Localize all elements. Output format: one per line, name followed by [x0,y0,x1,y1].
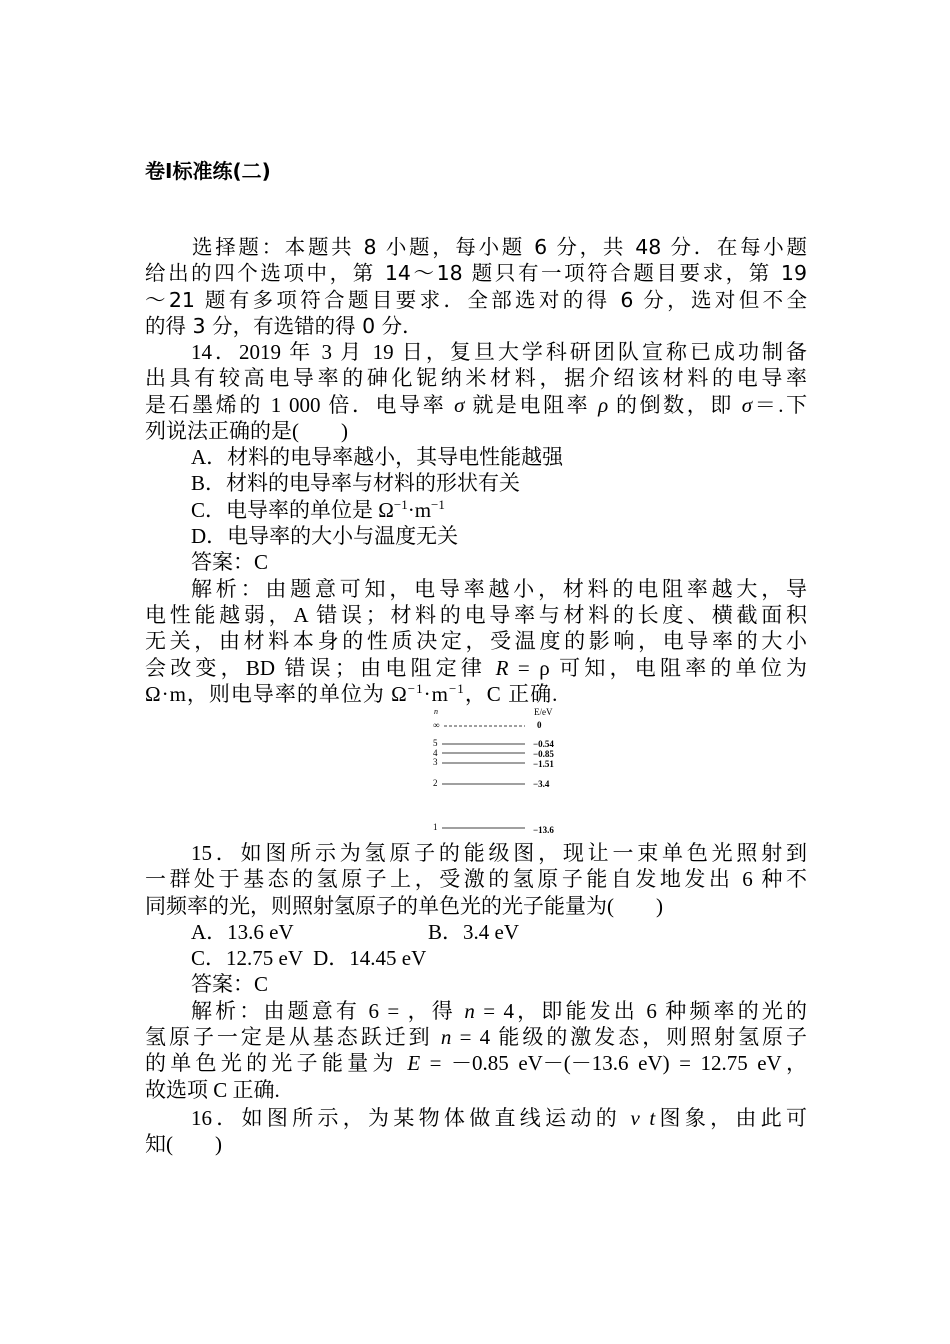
option-c: C．电导率的单位是 $\Omega^{-1}\cdot m^{-1}$ [191,496,445,522]
intro-line: 的得 3 分，有选错的得 0 分． [145,313,423,338]
option-d: D．电导率的大小与温度无关 [191,524,459,549]
options-row-ab [145,919,807,945]
energy-axis-label: E/eV [534,707,553,717]
level-n-2: 2 [433,778,438,788]
question-line: 出具有较高电导率的砷化铌纳米材料，据介绍该材料的电导率 [145,366,807,391]
answer: 答案：C [191,550,269,575]
level-n-5: 5 [433,738,438,748]
option-a: A．13.6 eV [191,919,294,944]
level-e-3: −1.51 [533,759,554,769]
level-e-1: −13.6 [533,825,554,835]
n-axis-label: n [434,707,438,716]
analysis-line: 氢原子一定是从基态跃迁到 n = 4 能级的激发态，则照射氢原子 [145,1025,808,1050]
analysis-line: 故选项 C 正确. [145,1077,280,1102]
question-line: 列说法正确的是( ) [145,418,348,443]
level-n-inf: ∞ [433,720,440,730]
energy-level-diagram [430,700,575,840]
level-n-4: 4 [433,748,438,758]
intro-line: 选择题：本题共 8 小题，每小题 6 分，共 48 分．在每小题 [192,235,807,259]
option-b: B．材料的电导率与材料的形状有关 [191,471,521,496]
level-e-2: −3.4 [533,779,550,789]
sigma-symbol: σ [454,392,465,417]
question-line: 是石墨烯的 1 000 倍．电导率 σ 就是电阻率 ρ 的倒数，即 σ＝.下 [145,392,808,417]
question-15 [145,840,807,1103]
level-n-3: 3 [433,757,438,767]
question-line: 16．如图所示，为某物体做直线运动的 v t图象，由此可 [191,1106,808,1130]
question-line: 一群处于基态的氢原子上，受激的氢原子能自发地发出 6 种不 [145,867,807,892]
analysis-line: 的单色光的光子能量为 E = －0.85 eV－(－13.6 eV) = 12.75 eV， [145,1051,807,1076]
intro-line: 给出的四个选项中，第 14～18 题只有一项符合题目要求，第 19 [145,261,807,286]
intro-paragraph [145,234,807,339]
rho-symbol: ρ [598,392,609,417]
question-14 [145,339,807,707]
option-a: A．材料的电导率越小，其导电性能越强 [191,445,564,470]
intro-line: ～21 题有多项符合题目要求．全部选对的得 6 分，选对但不全 [145,287,807,312]
question-line: 14．2019 年 3 月 19 日，复旦大学科研团队宣称已成功制备 [191,340,807,364]
level-e-5: −0.54 [533,739,554,749]
analysis-line: 电性能越弱，A 错误；材料的电导率与材料的长度、横截面积 [145,602,807,627]
analysis-line: 解析：由题意可知，电导率越小，材料的电阻率越大，导 [191,576,807,601]
question-line: 知( ) [145,1132,222,1157]
analysis-line: 解析：由题意有 6 = ，得 n = 4，即能发出 6 种频率的光的 [191,998,808,1023]
analysis-line: 会改变，BD 错误；由电阻定律 R = ρ 可知，电阻率的单位为 [145,655,808,680]
question-line: 同频率的光，则照射氢原子的单色光的光子能量为( ) [145,893,663,918]
analysis-line: Ω·m，则电导率的单位为 $\Omega^{-1}\cdot m^{-1}$，C 正确. [145,680,559,706]
answer: 答案：C [191,972,269,997]
question-16 [145,1105,807,1158]
question-line: 15．如图所示为氢原子的能级图，现让一束单色光照射到 [191,841,807,865]
analysis-line: 无关，由材料本身的性质决定，受温度的影响，电导率的大小 [145,629,807,654]
page-title: 卷Ⅰ标准练(二) [145,159,271,183]
level-e-4: −0.85 [533,749,554,759]
level-e-inf: 0 [537,720,542,730]
option-b: B．3.4 eV [428,919,519,944]
v-symbol: v [630,1106,640,1130]
level-n-1: 1 [433,822,438,832]
options-row-cd: C．12.75 eV D．14.45 eV [191,946,427,971]
